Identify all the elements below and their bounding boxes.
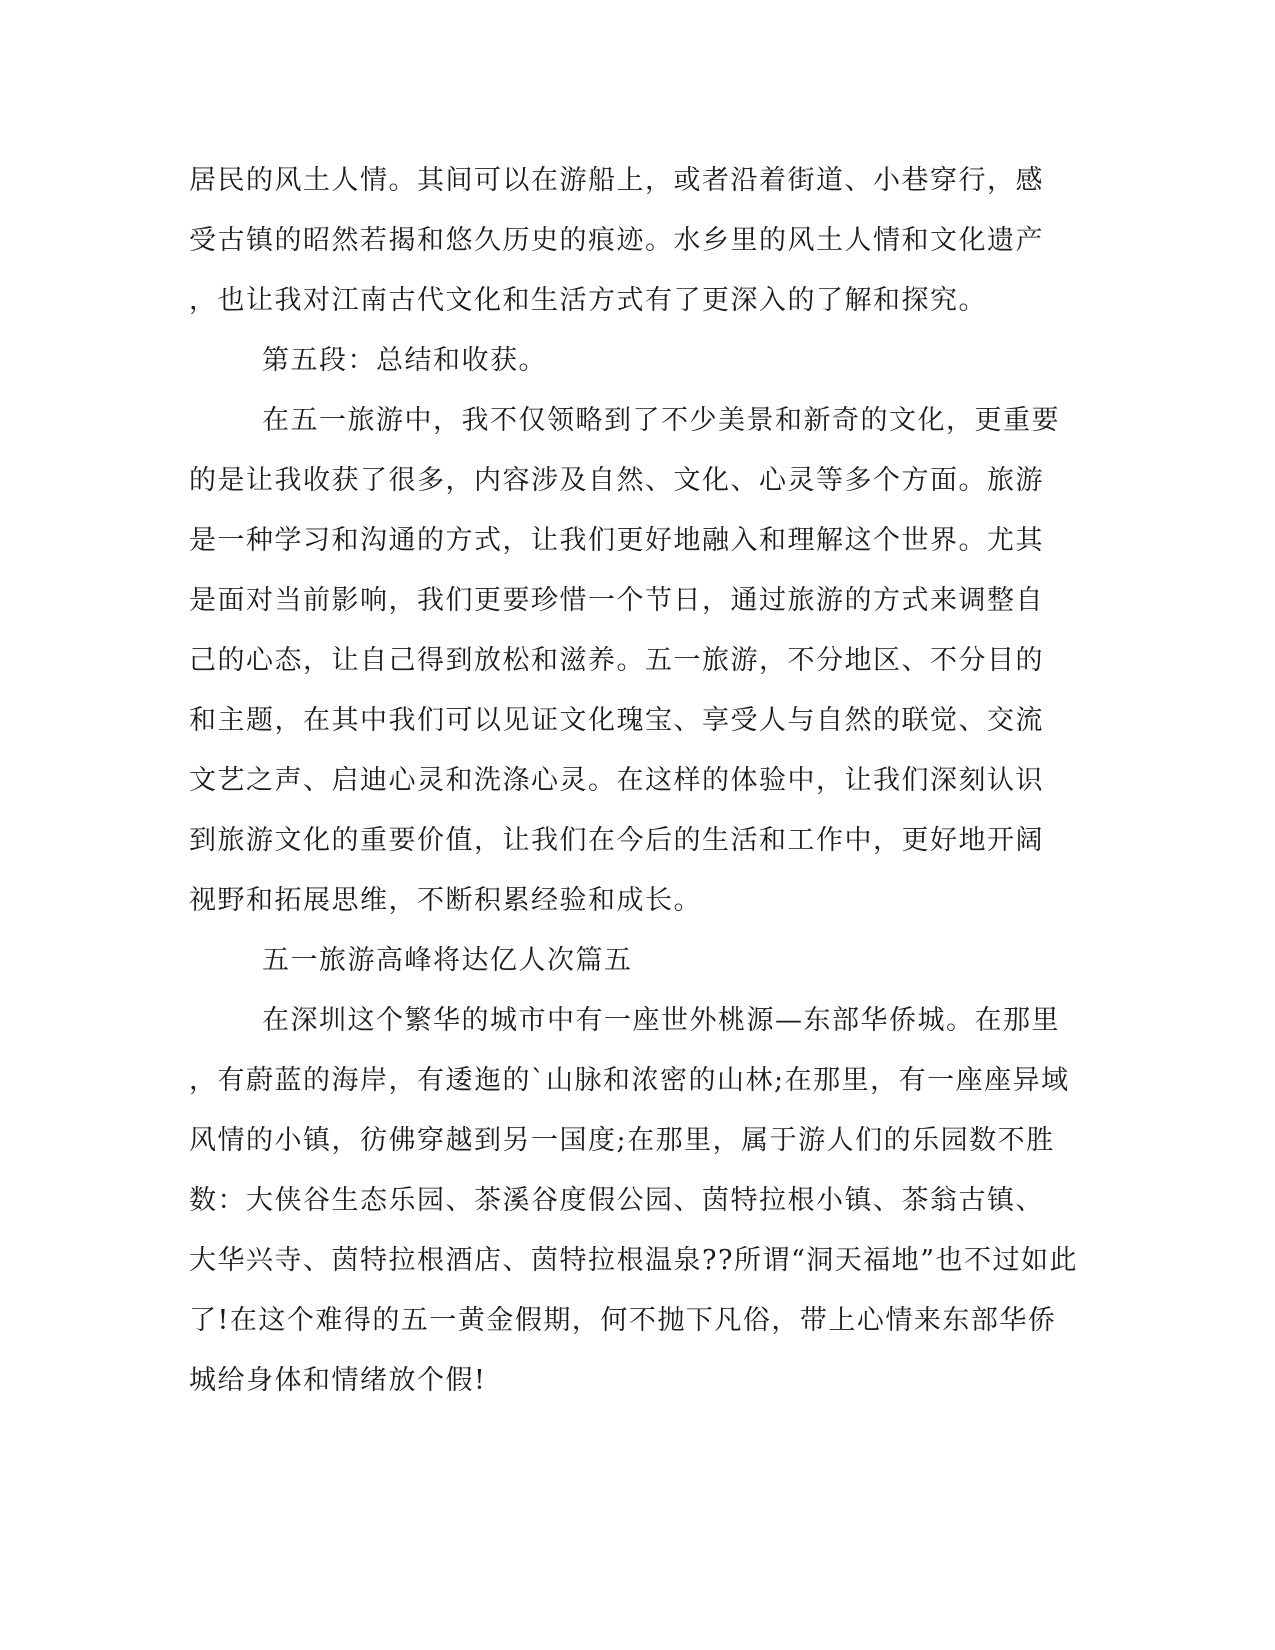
text-line: 在深圳这个繁华的城市中有一座世外桃源—东部华侨城。在那里	[262, 1005, 1060, 1036]
text-line: 了!在这个难得的五一黄金假期，何不抛下凡俗，带上心情来东部华侨	[189, 1305, 1057, 1336]
text-line: 是一种学习和沟通的方式，让我们更好地融入和理解这个世界。尤其	[189, 525, 1044, 556]
text-line: 城给身体和情绪放个假!	[189, 1365, 487, 1396]
article-title: 五一旅游高峰将达亿人次篇五	[262, 945, 633, 976]
text-line: 和主题，在其中我们可以见证文化瑰宝、享受人与自然的联觉、交流	[189, 705, 1044, 736]
text-line: 数：大侠谷生态乐园、茶溪谷度假公园、茵特拉根小镇、茶翁古镇、	[189, 1185, 1044, 1216]
text-line: 在五一旅游中，我不仅领略到了不少美景和新奇的文化，更重要	[262, 405, 1060, 436]
text-line: 风情的小镇，彷佛穿越到另一国度;在那里，属于游人们的乐园数不胜	[189, 1125, 1055, 1156]
text-line: 受古镇的昭然若揭和悠久历史的痕迹。水乡里的风土人情和文化遗产	[189, 225, 1044, 256]
text-line: 居民的风土人情。其间可以在游船上，或者沿着街道、小巷穿行，感	[189, 165, 1044, 196]
text-line: ，也让我对江南古代文化和生活方式有了更深入的了解和探究。	[189, 285, 987, 316]
text-line: 己的心态，让自己得到放松和滋养。五一旅游，不分地区、不分目的	[189, 645, 1044, 676]
text-line: 到旅游文化的重要价值，让我们在今后的生活和工作中，更好地开阔	[189, 825, 1044, 856]
text-line: 视野和拓展思维，不断积累经验和成长。	[189, 885, 702, 916]
text-line: 文艺之声、启迪心灵和洗涤心灵。在这样的体验中，让我们深刻认识	[189, 765, 1044, 796]
text-line: 的是让我收获了很多，内容涉及自然、文化、心灵等多个方面。旅游	[189, 465, 1044, 496]
section-heading: 第五段：总结和收获。	[262, 345, 547, 376]
text-line: 大华兴寺、茵特拉根酒店、茵特拉根温泉??所谓“洞天福地”也不过如此	[189, 1245, 1079, 1276]
text-line: ，有蔚蓝的海岸，有逶迤的`山脉和浓密的山林;在那里，有一座座异域	[189, 1065, 1070, 1096]
text-line: 是面对当前影响，我们更要珍惜一个节日，通过旅游的方式来调整自	[189, 585, 1044, 616]
